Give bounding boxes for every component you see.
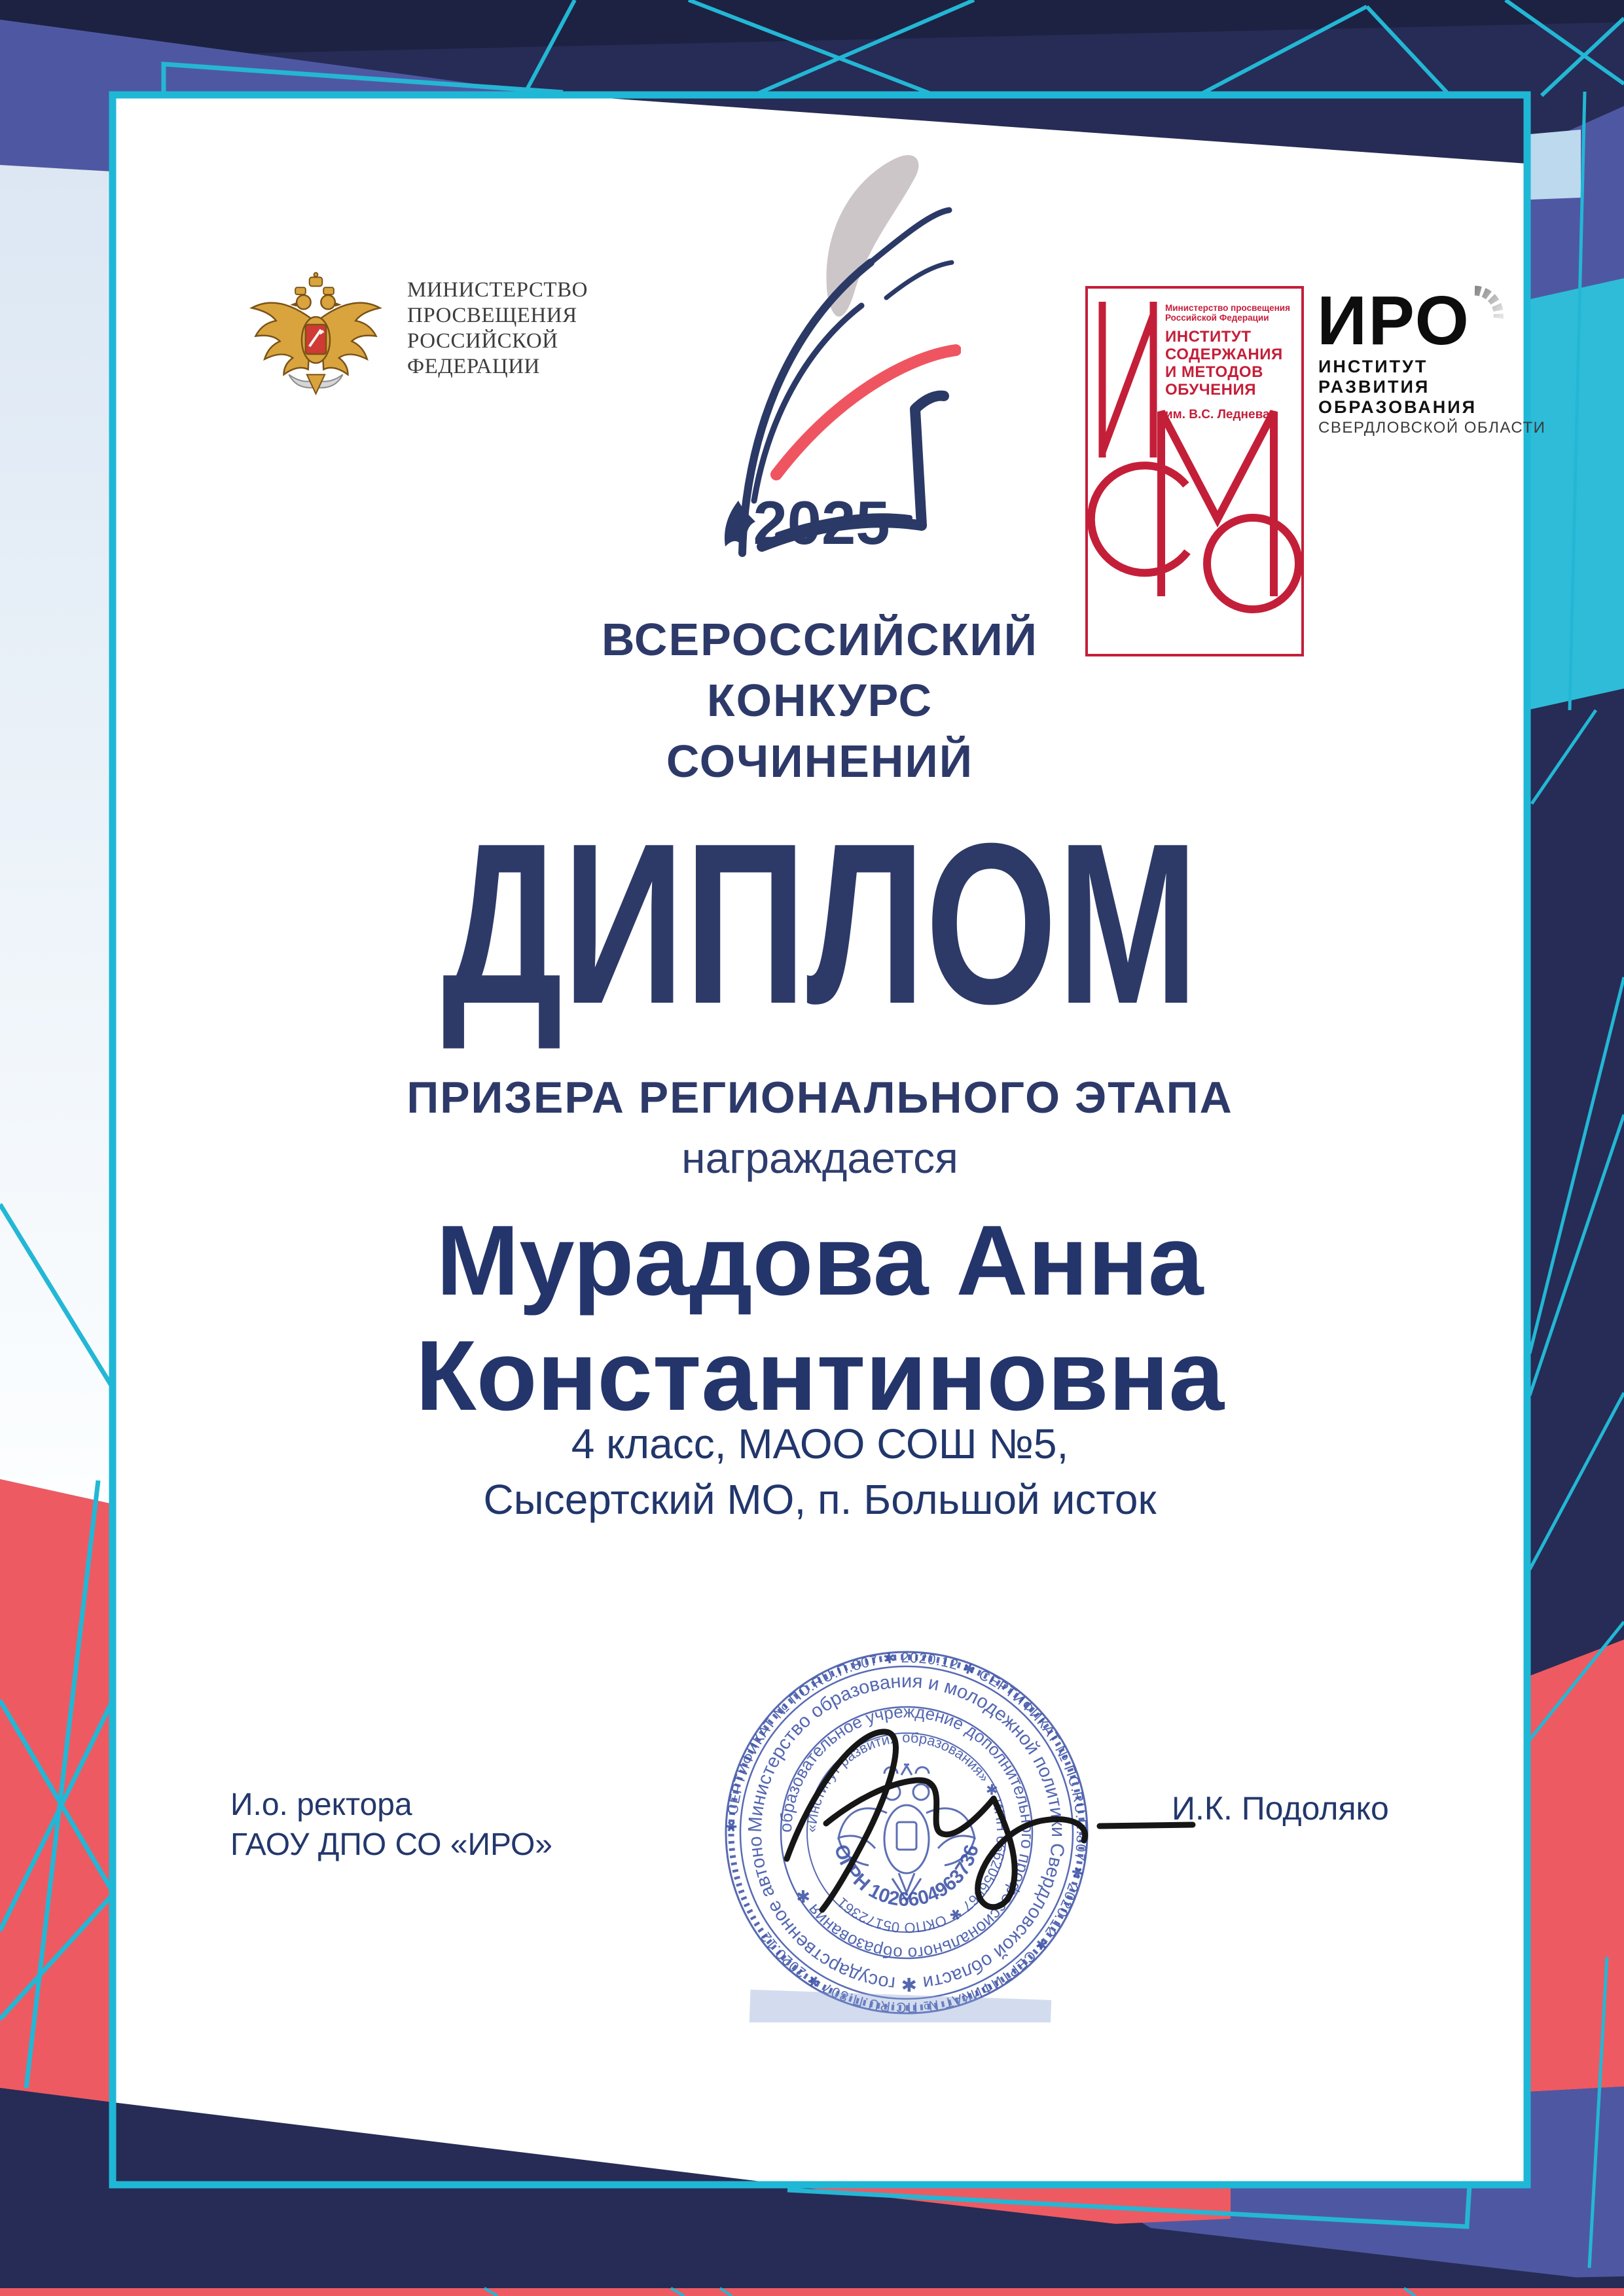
- ministry-line: ПРОСВЕЩЕНИЯ: [407, 304, 577, 327]
- contest-title-line: КОНКУРС: [706, 675, 933, 726]
- iro-o-gradient-arc: [1445, 285, 1504, 344]
- signature-strokes: [787, 1732, 1193, 1910]
- iro-name-line: ОБРАЗОВАНИЯ: [1318, 397, 1477, 417]
- stamp-smudge: [749, 1990, 1051, 2022]
- eagle-beak-right: [335, 302, 342, 307]
- stamp-inner-ring-text: «Институт развития образования» ✱ ИНН 6662056567 ✱ ОКПО 05172361: [803, 1729, 1011, 1937]
- signer-position-line: И.о. ректора: [230, 1787, 412, 1822]
- diploma-title-wrap: [113, 796, 1527, 1052]
- ismo-mini-line: Министерство просвещения: [1165, 303, 1290, 313]
- stamp-ring1-text: ✱ СЕРТИФИКАТ № ПС.RU.П.807 ✱ 2020.12 ✱ СЕРТИФИКАТ № ПС.RU.П.807 ✱ 2020.12 ✱ СЕРТИФИКАТ № ПС.RU.П.807 ✱ 2020.12: [723, 1649, 1091, 2017]
- bg-coral-right: [1527, 1640, 1624, 2092]
- eagle-head-left: [297, 295, 311, 310]
- iro-region: СВЕРДЛОВСКОЙ ОБЛАСТИ: [1318, 419, 1546, 437]
- recipient-name-line: Мурадова Анна: [436, 1205, 1204, 1316]
- ismo-name-line: И МЕТОДОВ: [1165, 363, 1263, 381]
- recipient-name: [113, 1203, 1527, 1433]
- eagle-beak-left: [290, 302, 297, 307]
- ministry-name: [407, 278, 604, 380]
- bg-coral-bottom-strip: [0, 2288, 1624, 2296]
- bg-light-left: [0, 165, 113, 1504]
- iro-abbr: ИРО: [1317, 282, 1470, 359]
- diploma-title: ДИПЛОМ: [441, 796, 1199, 1052]
- iro-name-line: РАЗВИТИЯ: [1318, 377, 1430, 397]
- recipient-name-line: Константиновна: [415, 1320, 1225, 1431]
- contest-year: 2025: [753, 488, 890, 557]
- ministry-line: ФЕДЕРАЦИИ: [407, 355, 540, 378]
- awarded-label: награждается: [681, 1134, 958, 1182]
- bg-coral-left: [0, 1479, 113, 2102]
- contest-title: [113, 609, 1527, 792]
- ismo-institute-name: [1165, 328, 1304, 399]
- stamp-ogrn-text: ОГРН 1026604963736: [829, 1842, 983, 1911]
- ismo-logo: [1085, 286, 1304, 656]
- iro-name-line: ИНСТИТУТ: [1318, 357, 1428, 376]
- bg-lightblue-right: [1530, 130, 1581, 200]
- ministry-line: МИНИСТЕРСТВО: [407, 278, 588, 302]
- stamp-ring3-text: образовательное учреждение дополнительного профессионального образования ✱: [775, 1701, 1038, 1964]
- ismo-named-after: им. В.С. Леднева: [1165, 408, 1270, 422]
- ismo-name-line: СОДЕРЖАНИЯ: [1165, 346, 1283, 363]
- iro-institute-name: [1318, 357, 1477, 418]
- ministry-line: РОССИЙСКОЙ: [407, 329, 558, 353]
- recipient-details-line: Сысертский МО, п. Большой исток: [483, 1476, 1157, 1523]
- ismo-mini-line: Российской Федерации: [1165, 313, 1269, 323]
- recipient-details-line: 4 класс, МАОО СОШ №5,: [571, 1420, 1069, 1467]
- recipient-details: [113, 1416, 1527, 1528]
- eagle-head-right: [321, 295, 335, 310]
- contest-title-line: СОЧИНЕНИЙ: [666, 736, 974, 787]
- signature-autograph: [733, 1695, 1231, 1931]
- diploma-subtitle: ПРИЗЕРА РЕГИОНАЛЬНОГО ЭТАПА: [406, 1073, 1233, 1122]
- signer-position: [230, 1785, 552, 1865]
- ismo-name-line: ОБУЧЕНИЯ: [1165, 381, 1256, 399]
- ministry-eagle-icon: [239, 262, 393, 416]
- stamp-ring2-text: Министерство образования и молодежной политики Свердловской области ✱ государственное автономное: [744, 1670, 1069, 1995]
- ismo-name-line: ИНСТИТУТ: [1165, 328, 1252, 346]
- eagle-crowns: [295, 273, 334, 295]
- ismo-ministry-small: [1165, 303, 1303, 323]
- signer-position-line: ГАОУ ДПО СО «ИРО»: [230, 1827, 552, 1862]
- contest-title-line: ВСЕРОССИЙСКИЙ: [602, 614, 1038, 665]
- signer-name: И.К. Подоляко: [1172, 1790, 1389, 1827]
